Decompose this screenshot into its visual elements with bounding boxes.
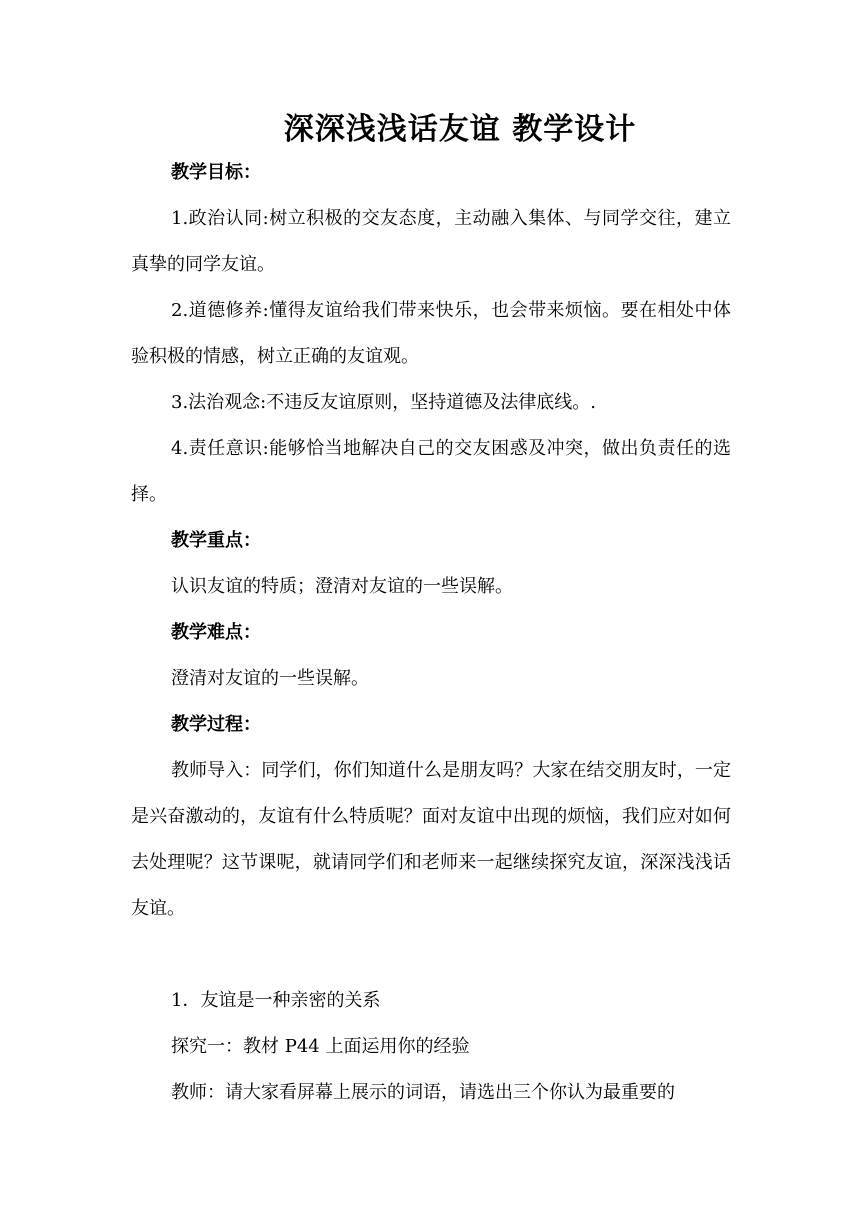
intro-paragraph: 教师导入：同学们，你们知道什么是朋友吗？大家在结交朋友时，一定是兴奋激动的，友谊有什么特质呢？面对友谊中出现的烦恼，我们应对如何去处理呢？这节课呢，就请同学们和老师来一起继续探究友谊，深深浅浅话友谊。: [131, 760, 731, 919]
process-heading: 教学过程：: [171, 714, 261, 735]
document-body: [131, 150, 731, 1116]
objectives-heading: 教学目标：: [171, 162, 261, 183]
objective-2: 2.道德修养:懂得友谊给我们带来快乐，也会带来烦恼。要在相处中体验积极的情感，树立正确的友谊观。: [131, 300, 731, 367]
section-1-title: 1．友谊是一种亲密的关系: [171, 990, 381, 1011]
objective-3: 3.法治观念:不违反友谊原则，坚持道德及法律底线。.: [171, 392, 596, 413]
key-points-text: 认识友谊的特质；澄清对友谊的一些误解。: [171, 576, 513, 597]
difficulty-text: 澄清对友谊的一些误解。: [171, 668, 369, 689]
key-points-heading: 教学重点：: [171, 530, 261, 551]
explore-1-text: 探究一：教材 P44 上面运用你的经验: [171, 1036, 470, 1057]
objective-4: 4.责任意识:能够恰当地解决自己的交友困惑及冲突，做出负责任的选择。: [131, 438, 731, 505]
difficulty-heading: 教学难点：: [171, 622, 261, 643]
document-title: 深深浅浅话友谊 教学设计: [283, 112, 637, 147]
objective-1: 1.政治认同:树立积极的交友态度，主动融入集体、与同学交往，建立真挚的同学友谊。: [131, 208, 731, 275]
teacher-paragraph: 教师：请大家看屏幕上展示的词语，请选出三个你认为最重要的: [171, 1082, 675, 1103]
blank-line: [131, 932, 731, 978]
